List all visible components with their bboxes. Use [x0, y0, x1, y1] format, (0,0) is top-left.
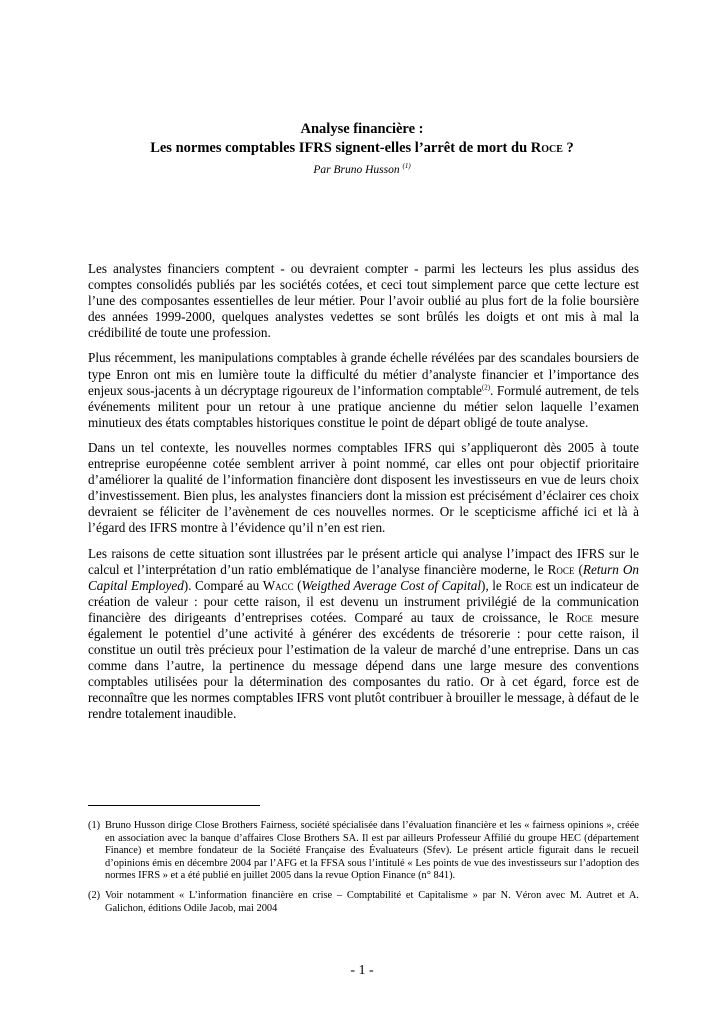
p4-text-e: ), le [481, 577, 506, 593]
paragraph-2-text-a: Plus récemment, les manipulations comptables à grande échelle révélées par des scandales boursiers de type Enron ont mis en lumière toute la difficulté du métier d’analyste financier et l’importance des enjeux sous-jacents à un décryptage rigoureux de l’information comptable [88, 350, 639, 398]
p4-text-c: ). Comparé au [183, 577, 263, 593]
page-number: - 1 - [350, 963, 374, 978]
p4-text-f: est un indicateur de création de valeur : pour cette raison, il est devenu un instrument privilégié de la communication financière des dirigeants d’entreprises cotées. Comparé au taux de croissance, le [88, 577, 639, 625]
footnote-number: (1) [88, 820, 101, 831]
p4-text-a: Les raisons de cette situation sont illustrées par le présent article qui analyse l’impact des IFRS sur le calcul et l’interprétation d’un ratio emblématique de l’analyse financière moderne, le [88, 545, 639, 577]
footnote-number: (2) [88, 889, 101, 901]
footnote-separator [88, 805, 260, 806]
byline [88, 162, 636, 178]
paragraph-2 [88, 350, 639, 430]
p4-roce-1: Roce [547, 561, 575, 577]
title-text: Les normes comptables IFRS signent-elles l’arrêt de mort du [150, 140, 531, 156]
p4-roce-3: Roce [566, 609, 593, 625]
paragraph-2-text-b: . Formulé autrement, de tels événements militent pour un retour à une pratique ancienne du métier selon laquelle l’examen minutieux des états comptables historiques constitue le point de départ obligé de toute analyse. [88, 382, 639, 430]
author: Par Bruno Husson [313, 164, 400, 176]
p4-text-b: ( [574, 561, 583, 577]
paragraph-3: Dans un tel contexte, les nouvelles normes comptables IFRS qui s’appliqueront dès 2005 à toute entreprise européenne cotée semblent arriver à point nommé, car elles ont pour objectif prioritaire d’améliorer la qualité de l’information financière dont disposent les investisseurs en vue de leurs choix d’investissement. Bien plus, les analystes financiers dont la mission est précisément d’éclairer ces choix devraient se féliciter de l’avènement de ces nouvelles normes. Or le scepticisme affiché ici et là à l’égard des IFRS montre à l’évidence qu’il n’en est rien. [88, 439, 639, 536]
footnote-1 [88, 820, 639, 883]
footnote-ref-2: (2) [481, 383, 491, 392]
footnote-2 [88, 890, 639, 915]
footnote-text: Voir notamment « L’information financière en crise – Comptabilité et Capitalisme » par N. Véron avec M. Autret et A. Galichon, éditions Odile Jacob, mai 2004 [105, 889, 639, 914]
title-line-2 [88, 139, 636, 158]
footnotes [88, 820, 639, 922]
p4-roce-definition: Return On Capital Employed [88, 561, 639, 593]
title-question: ? [562, 140, 574, 156]
paragraph-1: Les analystes financiers comptent - ou devraient compter - parmi les lecteurs les plus assidus des comptes consolidés publiés par les sociétés cotées, et ceci tout simplement parce que cette lecture est l’une des composantes essentielles de leur métier. Pour l’avoir oublié au plus fort de la folie boursière des années 1999-2000, quelques analystes vedettes se sont brûlés les doigts et ont mis à mal la crédibilité de toute une profession. [88, 261, 639, 341]
p4-text-g: mesure également le potentiel d’une activité à générer des excédents de trésorerie : pour cette raison, il constitue un outil très précieux pour l’estimation de la valeur de marché d’une entreprise. Dans un cas comme dans l’autre, la pertinence du message dépend dans une large mesure des conventions comptables utilisées pour la détermination des composantes du ratio. Or à cet égard, force est de reconnaître que les normes comptables IFRS vont plutôt contribuer à brouiller le message, à défaut de le rendre totalement inaudible. [88, 609, 639, 722]
title-line-1: Analyse financière : [300, 121, 424, 137]
title-roce: Roce [530, 140, 563, 156]
article-header [88, 120, 636, 178]
p4-wacc: Wacc [262, 577, 294, 593]
paragraph-4 [88, 546, 639, 723]
p4-text-d: ( [293, 577, 302, 593]
p4-wacc-definition: Weigthed Average Cost of Capital [301, 577, 482, 593]
article-body [88, 261, 639, 731]
footnote-text: Bruno Husson dirige Close Brothers Fairness, société spécialisée dans l’évaluation financière et les « fairness opinions », créée en association avec la banque d’affaires Close Brothers SA. Il est par ailleurs Professeur Affilié du groupe HEC (département Finance) et membre fondateur de la Société Française des Évaluateurs (Sfev). Le présent article figurait dans le recueil d’opinions émis en décembre 2004 par l’AFG et la FFSA sous l’intitulé « Les points de vue des investisseurs sur l’adoption des normes IFRS » et a été publié en juillet 2005 dans la revue Option Finance (n° 841). [105, 820, 639, 882]
author-footnote-ref: (1) [402, 162, 411, 171]
p4-roce-2: Roce [505, 577, 533, 593]
